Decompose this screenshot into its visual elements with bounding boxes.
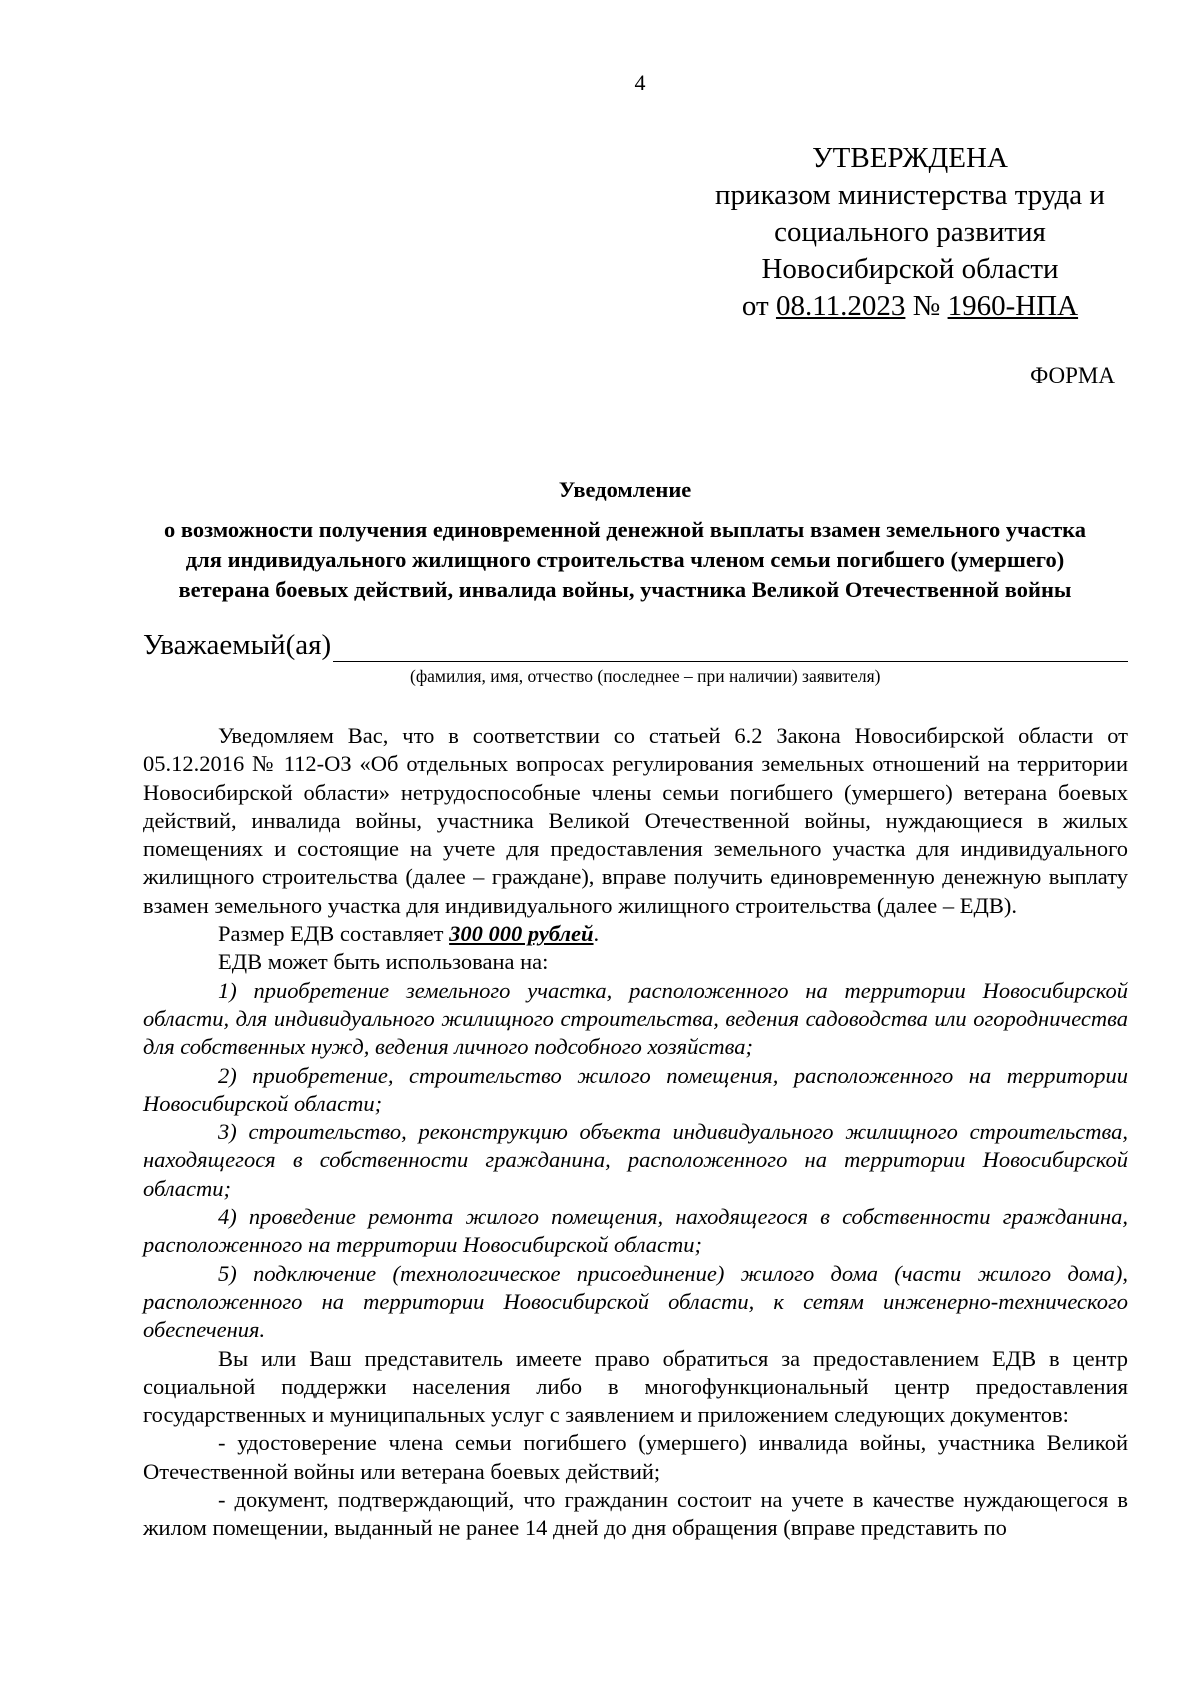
approval-block (715, 140, 1105, 325)
title-line: о возможности получения единовременной денежной выплаты взамен земельного участка (163, 517, 1087, 542)
approval-line: Новосибирской области (761, 253, 1059, 285)
list-item: 1) приобретение земельного участка, расположенного на территории Новосибирской области, для индивидуального жилищного строительства, ведения садоводства или огородничества для собственных нужд, ведения личного подсобного хозяйства; (143, 977, 1128, 1060)
approval-date: 08.11.2023 (775, 290, 906, 322)
paragraph-amount: Размер ЕДВ составляет 300 000 рублей. (218, 921, 600, 947)
form-label: ФОРМА (1030, 363, 1115, 388)
name-field-hint: (фамилия, имя, отчество (последнее – при наличии) заявителя) (410, 666, 881, 686)
list-item: 3) строительство, реконструкцию объекта индивидуального жилищного строительства, находящегося в собственности гражданина, расположенного на территории Новосибирской области; (143, 1119, 1128, 1201)
paragraph: ЕДВ может быть использована на: (218, 949, 549, 975)
name-fill-line (333, 631, 1128, 662)
document-body (143, 722, 1128, 1543)
date-prefix: от (741, 290, 776, 322)
list-item: 2) приобретение, строительство жилого помещения, расположенного на территории Новосибирской области; (143, 1062, 1128, 1116)
approval-date-line (715, 288, 1105, 325)
document-title (130, 475, 1120, 605)
document-item: - удостоверение члена семьи погибшего (умершего) инвалида войны, участника Великой Отечественной войны или ветерана боевых действий; (143, 1430, 1128, 1484)
title-line: для индивидуального жилищного строительства членом семьи погибшего (умершего) (185, 547, 1065, 572)
payment-amount: 300 000 рублей (449, 921, 594, 947)
list-item: 4) проведение ремонта жилого помещения, находящегося в собственности гражданина, расположенного на территории Новосибирской области; (143, 1204, 1128, 1258)
title-line: ветерана боевых действий, инвалида войны, участника Великой Отечественной войны (178, 577, 1072, 602)
approval-heading: УТВЕРЖДЕНА (812, 142, 1008, 174)
paragraph: Вы или Ваш представитель имеете право обратиться за предоставлением ЕДВ в центр социальной поддержки населения либо в многофункциональный центр предоставления государственных и муниципальных услуг с заявлением и приложением следующих документов: (143, 1345, 1128, 1428)
approval-number: 1960-НПА (947, 290, 1079, 322)
approval-line: приказом министерства труда и (715, 179, 1105, 211)
paragraph: Уведомляем Вас, что в соответствии со статьей 6.2 Закона Новосибирской области от 05.12.2016 № 112-ОЗ «Об отдельных вопросах регулирования земельных отношений на территории Новосибирской области» нетрудоспособные члены семьи погибшего (умершего) ветерана боевых действий, инвалида войны, участника Великой Отечественной войны, нуждающиеся в жилых помещениях и состоящие на учете для предоставления земельного участка для индивидуального жилищного строительства (далее – граждане), вправе получить единовременную денежную выплату взамен земельного участка для индивидуального жилищного строительства (далее – ЕДВ). (143, 723, 1128, 918)
list-item: 5) подключение (технологическое присоединение) жилого дома (части жилого дома), расположенного на территории Новосибирской области, к сетям инженерно-технического обеспечения. (143, 1260, 1128, 1343)
approval-line: социального развития (774, 216, 1046, 248)
greeting-label: Уважаемый(ая) (143, 629, 332, 661)
title-heading: Уведомление (558, 477, 692, 502)
page-number: 4 (634, 70, 646, 95)
greeting (143, 629, 1128, 662)
number-prefix: № (905, 290, 948, 322)
document-item: - документ, подтверждающий, что гражданин состоит на учете в качестве нуждающегося в жилом помещении, выданный не ранее 14 дней до дня обращения (вправе представить по (143, 1487, 1128, 1541)
